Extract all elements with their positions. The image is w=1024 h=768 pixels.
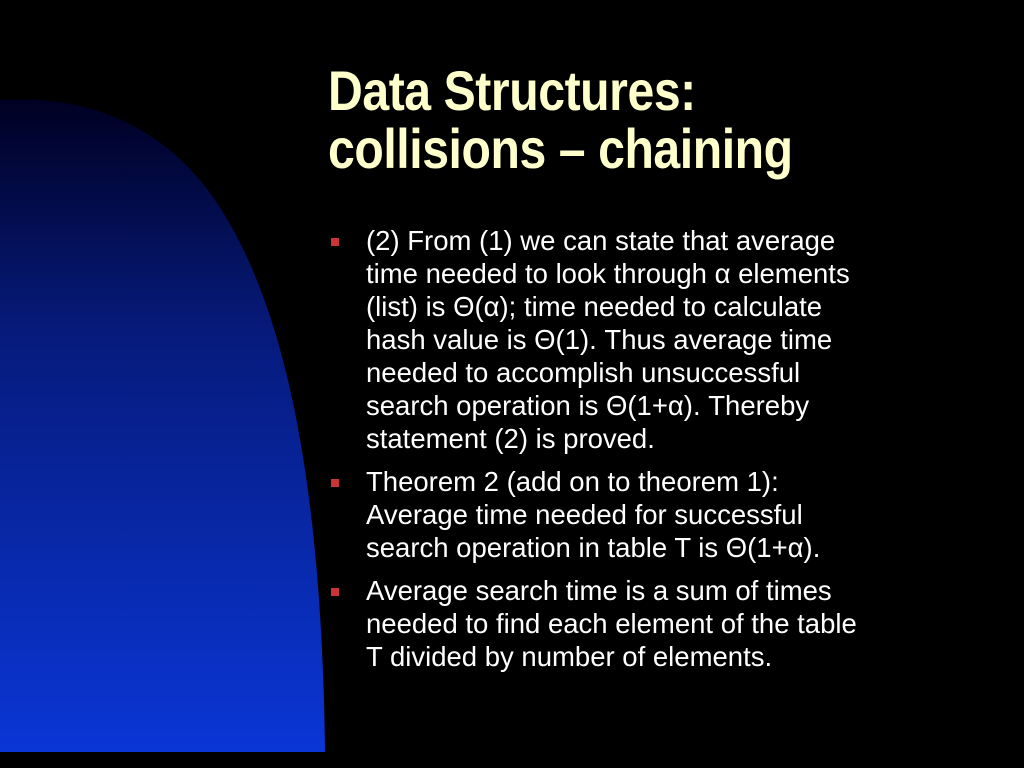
decorative-gradient-shape	[0, 0, 330, 752]
bullet-list	[328, 224, 988, 683]
square-bullet-icon	[331, 479, 339, 487]
slide-title-line-1: Data Structures:	[328, 59, 696, 122]
square-bullet-icon	[331, 588, 339, 596]
slide-title-line-2: collisions – chaining	[328, 117, 793, 180]
bullet-text: (2) From (1) we can state that average time needed to look through α elements (list) is Θ(α); time needed to calculate hash value is Θ(1). Thus average time needed to accomplish unsuccessful search operation is Θ(1+α). Thereby statement (2) is proved.	[366, 225, 850, 454]
bullet-item	[328, 224, 988, 455]
square-bullet-icon	[331, 238, 339, 246]
bullet-item	[328, 574, 988, 673]
slide-title	[328, 59, 913, 180]
bullet-text: Theorem 2 (add on to theorem 1): Average time needed for successful search operation in table T is Θ(1+α).	[366, 466, 821, 563]
bullet-text: Average search time is a sum of times needed to find each element of the table T divided by number of elements.	[366, 575, 857, 672]
bullet-item	[328, 465, 988, 564]
